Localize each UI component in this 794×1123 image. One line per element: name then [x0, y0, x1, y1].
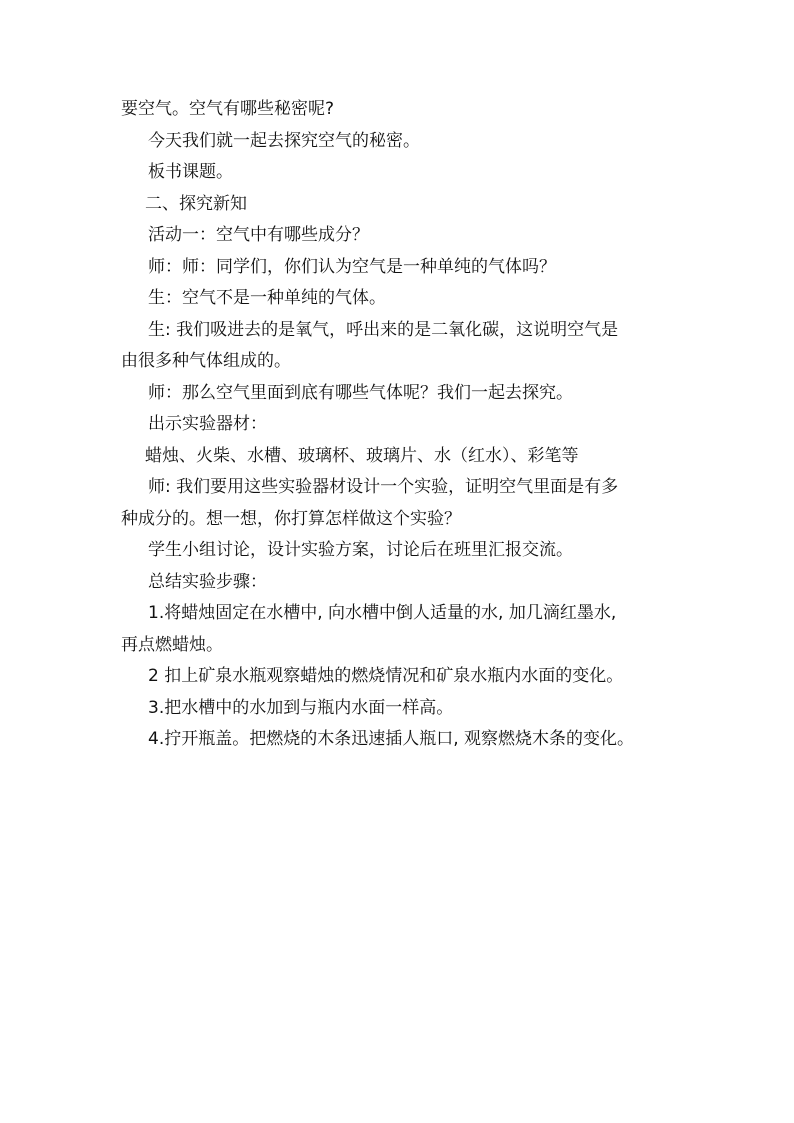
paragraph-line: 出示实验器材：: [148, 414, 267, 434]
paragraph-line: 师：那么空气里面到底有哪些气体呢？我们一起去探究。: [148, 382, 573, 403]
step-item: 2 扣上矿泉水瓶观察蜡烛的燃烧情况和矿泉水瓶内水面的变化。: [148, 666, 624, 686]
paragraph-line: 总结实验步骤：: [148, 571, 267, 592]
paragraph-line: 要空气。空气有哪些秘密呢?: [121, 99, 335, 119]
step-item: 3.把水槽中的水加到与瓶内水面一样高。: [148, 697, 454, 718]
paragraph-line: 学生小组讨论，设计实验方案，讨论后在班里汇报交流。: [148, 540, 573, 560]
paragraph-line: 生：空气不是一种单纯的气体。: [148, 288, 386, 308]
paragraph-line: 板书课题。: [148, 162, 233, 182]
paragraph-line: 今天我们就一起去探究空气的秘密。: [148, 130, 420, 151]
document-body: [121, 94, 681, 756]
paragraph-line: 由很多种气体组成的。: [121, 351, 291, 371]
step-item-continued: 再点燃蜡烛。: [121, 634, 223, 655]
step-item: 1.将蜡烛固定在水槽中, 向水槽中倒人适量的水, 加几滴红墨水,: [148, 603, 617, 623]
section-heading: 二、探究新知: [145, 193, 247, 214]
activity-heading: 活动一：空气中有哪些成分？: [148, 225, 369, 245]
materials-list: 蜡烛、火柴、水槽、玻璃杯、玻璃片、水（红水）、彩笔等: [145, 445, 579, 466]
paragraph-line: 师：师：同学们，你们认为空气是一种单纯的气体吗？: [148, 256, 556, 277]
paragraph-line: 生: 我们吸进去的是氧气，呼出来的是二氧化碳，这说明空气是: [148, 319, 619, 340]
step-item: 4.拧开瓶盖。把燃烧的木条迅速插人瓶口, 观察燃烧木条的变化。: [148, 729, 635, 749]
paragraph-line: 师: 我们要用这些实验器材设计一个实验，证明空气里面是有多: [148, 477, 619, 497]
paragraph-line: 种成分的。想一想，你打算怎样做这个实验？: [121, 508, 461, 529]
